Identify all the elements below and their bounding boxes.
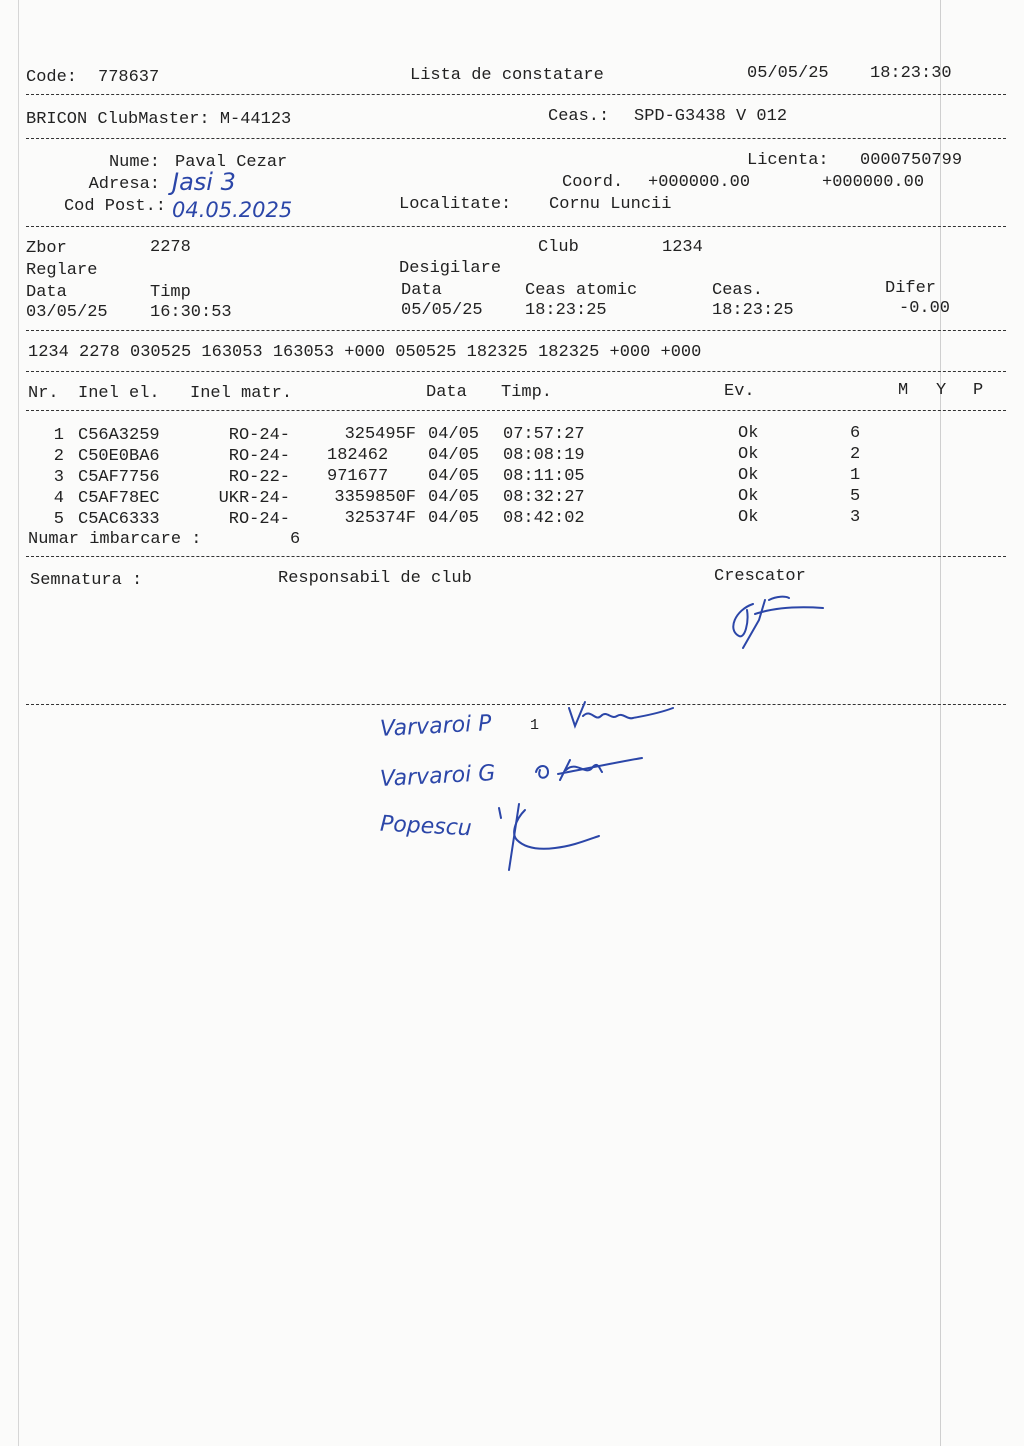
- row-data: 04/05: [428, 446, 480, 465]
- separator: [26, 556, 1006, 557]
- nume-label: Nume:: [108, 153, 160, 172]
- row-nr: 5: [53, 510, 64, 529]
- row-matr: 325374F: [344, 509, 416, 528]
- coord-x: +000000.00: [648, 173, 751, 192]
- row-ev: Ok: [738, 466, 759, 485]
- header-time: 18:23:30: [870, 64, 952, 83]
- paper-fold-line: [940, 0, 941, 1446]
- separator: [26, 94, 1006, 95]
- adresa-label: Adresa:: [88, 175, 160, 194]
- reglare-timp-label: Timp: [150, 283, 191, 302]
- localitate-value: Cornu Luncii: [549, 195, 672, 214]
- row-prefix: RO-24-: [228, 510, 290, 529]
- nume-value: Paval Cezar: [175, 153, 288, 172]
- encoded-data-line: 1234 2278 030525 163053 163053 +000 050525 182325 182325 +000 +000: [28, 343, 702, 362]
- separator: [26, 371, 1006, 372]
- desigilare-label: Desigilare: [399, 259, 502, 278]
- responsabil-label: Responsabil de club: [278, 569, 472, 588]
- ceas-value: SPD-G3438 V 012: [634, 107, 788, 126]
- row-inel-el: C5AF7756: [78, 468, 160, 487]
- separator: [26, 138, 1006, 139]
- row-m: 1: [850, 466, 861, 485]
- header-date: 05/05/25: [747, 64, 829, 83]
- reglare-data-label: Data: [26, 283, 67, 302]
- licenta-label: Licenta:: [747, 151, 829, 170]
- row-nr: 4: [53, 489, 64, 508]
- reglare-timp: 16:30:53: [150, 303, 232, 322]
- difer-value: -0.00: [899, 299, 951, 318]
- row-prefix: RO-24-: [228, 426, 290, 445]
- club-label: Club: [538, 238, 579, 257]
- signature-1: [565, 694, 685, 734]
- row-prefix: RO-22-: [228, 468, 290, 487]
- row-timp: 08:42:02: [503, 509, 585, 528]
- row-timp: 08:08:19: [503, 446, 585, 465]
- row-prefix: RO-24-: [228, 447, 290, 466]
- clubmaster-id: BRICON ClubMaster: M-44123: [26, 110, 292, 129]
- row-prefix: UKR-24-: [218, 489, 290, 508]
- row-nr: 1: [53, 426, 64, 445]
- col-y-header: Y: [936, 381, 947, 400]
- crescator-signature: [725, 592, 835, 654]
- row-ev: Ok: [738, 508, 759, 527]
- codpost-handwritten: 04.05.2025: [172, 198, 293, 222]
- coord-label: Coord.: [562, 173, 624, 192]
- separator: [26, 226, 1006, 227]
- code-label: Code:: [26, 68, 78, 87]
- semnatura-label: Semnatura :: [30, 571, 143, 590]
- desigilare-data: 05/05/25: [401, 301, 483, 320]
- row-matr: 971677: [327, 467, 389, 486]
- document-title: Lista de constatare: [410, 66, 604, 85]
- adresa-handwritten: Jasi 3: [172, 168, 236, 196]
- row-inel-el: C50E0BA6: [78, 447, 160, 466]
- row-matr: 325495F: [344, 425, 416, 444]
- row-timp: 08:11:05: [503, 467, 585, 486]
- localitate-label: Localitate:: [399, 195, 512, 214]
- handwritten-name-3: Popescu: [379, 811, 473, 842]
- row-matr: 182462: [327, 446, 389, 465]
- handwritten-name-2: Varvaroi G: [379, 760, 496, 793]
- row-data: 04/05: [428, 425, 480, 444]
- ceas-atomic-label: Ceas atomic: [525, 281, 638, 300]
- reglare-label: Reglare: [26, 261, 98, 280]
- separator: [26, 704, 1006, 705]
- paper-left-edge: [18, 0, 19, 1446]
- row-nr: 3: [53, 468, 64, 487]
- row-data: 04/05: [428, 509, 480, 528]
- row-nr: 2: [53, 447, 64, 466]
- row-timp: 07:57:27: [503, 425, 585, 444]
- imbarcare-label: Numar imbarcare :: [28, 530, 202, 549]
- row-ev: Ok: [738, 445, 759, 464]
- row-inel-el: C5AF78EC: [78, 489, 160, 508]
- handwritten-number-1: 1: [530, 717, 540, 734]
- ceas-atomic-value: 18:23:25: [525, 301, 607, 320]
- ceas-clock-label: Ceas.: [712, 281, 764, 300]
- desigilare-data-label: Data: [401, 281, 442, 300]
- col-nr-header: Nr.: [28, 384, 59, 403]
- row-timp: 08:32:27: [503, 488, 585, 507]
- separator: [26, 410, 1006, 411]
- row-inel-el: C56A3259: [78, 426, 160, 445]
- row-matr: 3359850F: [334, 488, 416, 507]
- row-ev: Ok: [738, 487, 759, 506]
- coord-y: +000000.00: [822, 173, 925, 192]
- ceas-label: Ceas.:: [548, 107, 610, 126]
- col-inel-el-header: Inel el.: [78, 384, 160, 403]
- col-timp-header: Timp.: [501, 383, 553, 402]
- separator: [26, 330, 1006, 331]
- row-m: 3: [850, 508, 861, 527]
- col-p-header: P: [973, 381, 984, 400]
- handwritten-name-1: Varvaroi P: [379, 711, 493, 742]
- ceas-clock-value: 18:23:25: [712, 301, 794, 320]
- row-inel-el: C5AC6333: [78, 510, 160, 529]
- row-data: 04/05: [428, 488, 480, 507]
- row-m: 6: [850, 424, 861, 443]
- signature-2: [530, 750, 650, 790]
- zbor-label: Zbor: [26, 239, 67, 258]
- col-ev-header: Ev.: [724, 382, 755, 401]
- col-data-header: Data: [426, 383, 467, 402]
- col-inel-matr-header: Inel matr.: [190, 384, 293, 403]
- row-data: 04/05: [428, 467, 480, 486]
- signature-3: [495, 800, 605, 876]
- imbarcare-value: 6: [290, 530, 301, 549]
- licenta-value: 0000750799: [860, 151, 963, 170]
- difer-label: Difer: [885, 279, 937, 298]
- club-value: 1234: [662, 238, 703, 257]
- row-ev: Ok: [738, 424, 759, 443]
- col-m-header: M: [898, 381, 909, 400]
- codpost-label: Cod Post.:: [63, 197, 166, 216]
- zbor-value: 2278: [150, 238, 191, 257]
- row-m: 2: [850, 445, 861, 464]
- reglare-data: 03/05/25: [26, 303, 108, 322]
- row-m: 5: [850, 487, 861, 506]
- crescator-label: Crescator: [714, 567, 806, 586]
- code-value: 778637: [98, 68, 160, 87]
